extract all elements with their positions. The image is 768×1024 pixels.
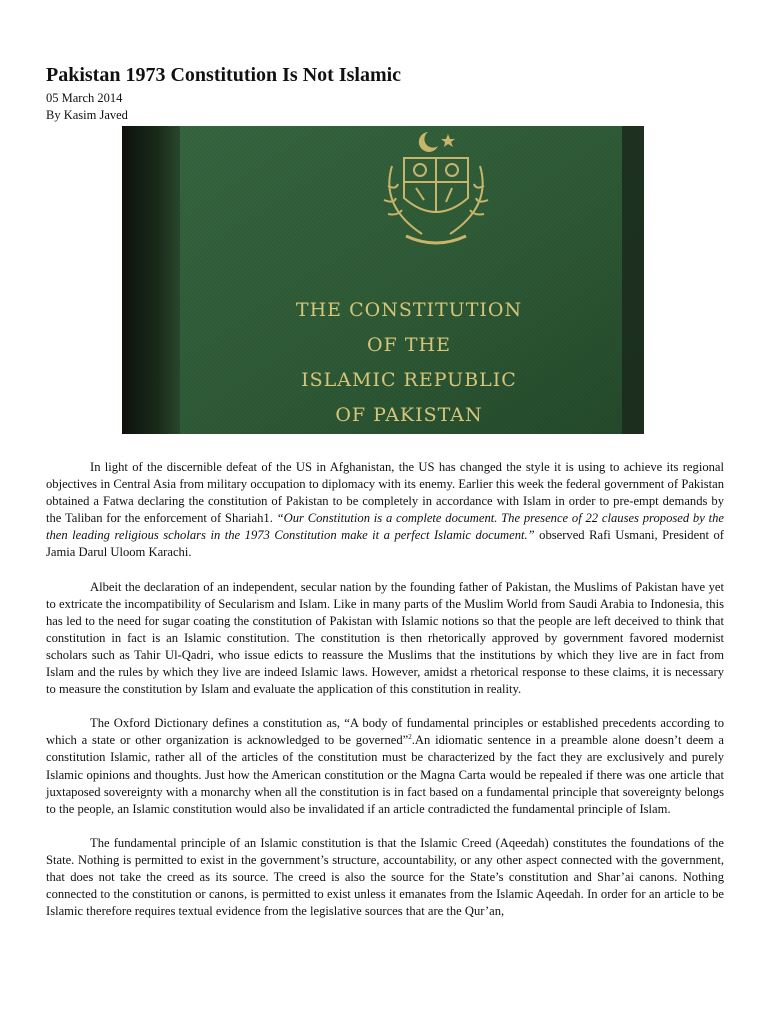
paragraph-1 bbox=[46, 459, 724, 562]
rafi-usmani-quote: “Our Constitution is a complete document. The presence of 22 clauses proposed by the then leading religious scholars in the 1973 Constitution make it a perfect Islamic document.” bbox=[46, 511, 724, 543]
cover-line-3: ISLAMIC REPUBLIC bbox=[301, 369, 517, 391]
cover-line-2: OF THE bbox=[367, 334, 451, 356]
paragraph-3-tail: .An idiomatic sentence in a preamble alone doesn’t deem a constitution Islamic, rather all of the articles of the constitution must be characterized by the fact they are exclusively and purely Islamic opinions and thoughts. Just how the American constitution or the Magna Carta would be repealed if there was one article that juxtaposed sovereignty with a monarchy when all the constitution is in fact based on a fundamental principle that sovereignty belongs to the people, an Islamic constitution would also be invalidated if an article contradicted the fundamental principle of Islam. bbox=[46, 733, 724, 816]
footnote-ref-2: 2 bbox=[408, 733, 412, 742]
paragraph-1-text: In light of the discernible defeat of the US in Afghanistan, the US has changed the style it is using to achieve its regional objectives in Central Asia from military occupation to diplomacy with its enemy. Earlier this week the federal government of Pakistan obtained a Fatwa declaring the constitution of Pakistan to be completely in accordance with Islam in order to pre-empt demands by the Taliban for the enforcement of Shariah1. bbox=[46, 460, 724, 526]
paragraph-3-text: The Oxford Dictionary defines a constitution as, “A body of fundamental principles or established precedents according to which a state or other organization is acknowledged to be governed” bbox=[46, 716, 724, 748]
constitution-book-photo bbox=[122, 126, 644, 434]
article-title: Pakistan 1973 Constitution Is Not Islamic bbox=[46, 64, 402, 86]
paragraph-4: The fundamental principle of an Islamic constitution is that the Islamic Creed (Aqeedah) constitutes the foundations of the State. Nothing is permitted to exist in the government’s structure, accountability, or any other aspect connected with the government, that does not take the creed as its source. The creed is also the source for the State’s constitution and Shar’ai canons. Nothing connected to the constitution or canons, is permitted to exist unless it emanates from the Islamic Aqeedah. In order for an article to be Islamic therefore requires textual evidence from the legislative sources that are the Qur’an, bbox=[46, 835, 724, 919]
paragraph-2: Albeit the declaration of an independent, secular nation by the founding father of Pakistan, the Muslims of Pakistan have yet to extricate the incompatibility of Secularism and Islam. Like in many parts of the Muslim World from Saudi Arabia to Indonesia, this has led to the need for sugar coating the constitution of Pakistan with Islamic notions so that the people are left deceived to think that constitution in fact is an Islamic constitution. The constitution is then rhetorically approved by government favored modernist scholars such as Tahir Ul-Qadri, who issue edicts to reassure the Muslims that the institutions by which they live are in fact from Islam and the rules by which they live are indeed Islamic laws. However, amidst a rhetorical response to these claims, it is necessary to measure the constitution by Islam and evaluate the application of this constitution in reality. bbox=[46, 579, 724, 697]
paragraph-3 bbox=[46, 715, 724, 818]
article-byline: By Kasim Javed bbox=[46, 108, 128, 122]
paragraph-1-tail: observed Rafi Usmani, President of Jamia Darul Uloom Karachi. bbox=[46, 528, 724, 560]
cover-line-4: OF PAKISTAN bbox=[335, 404, 483, 426]
cover-line-1: THE CONSTITUTION bbox=[295, 299, 523, 321]
article-date: 05 March 2014 bbox=[46, 91, 123, 105]
article-body bbox=[46, 459, 724, 937]
